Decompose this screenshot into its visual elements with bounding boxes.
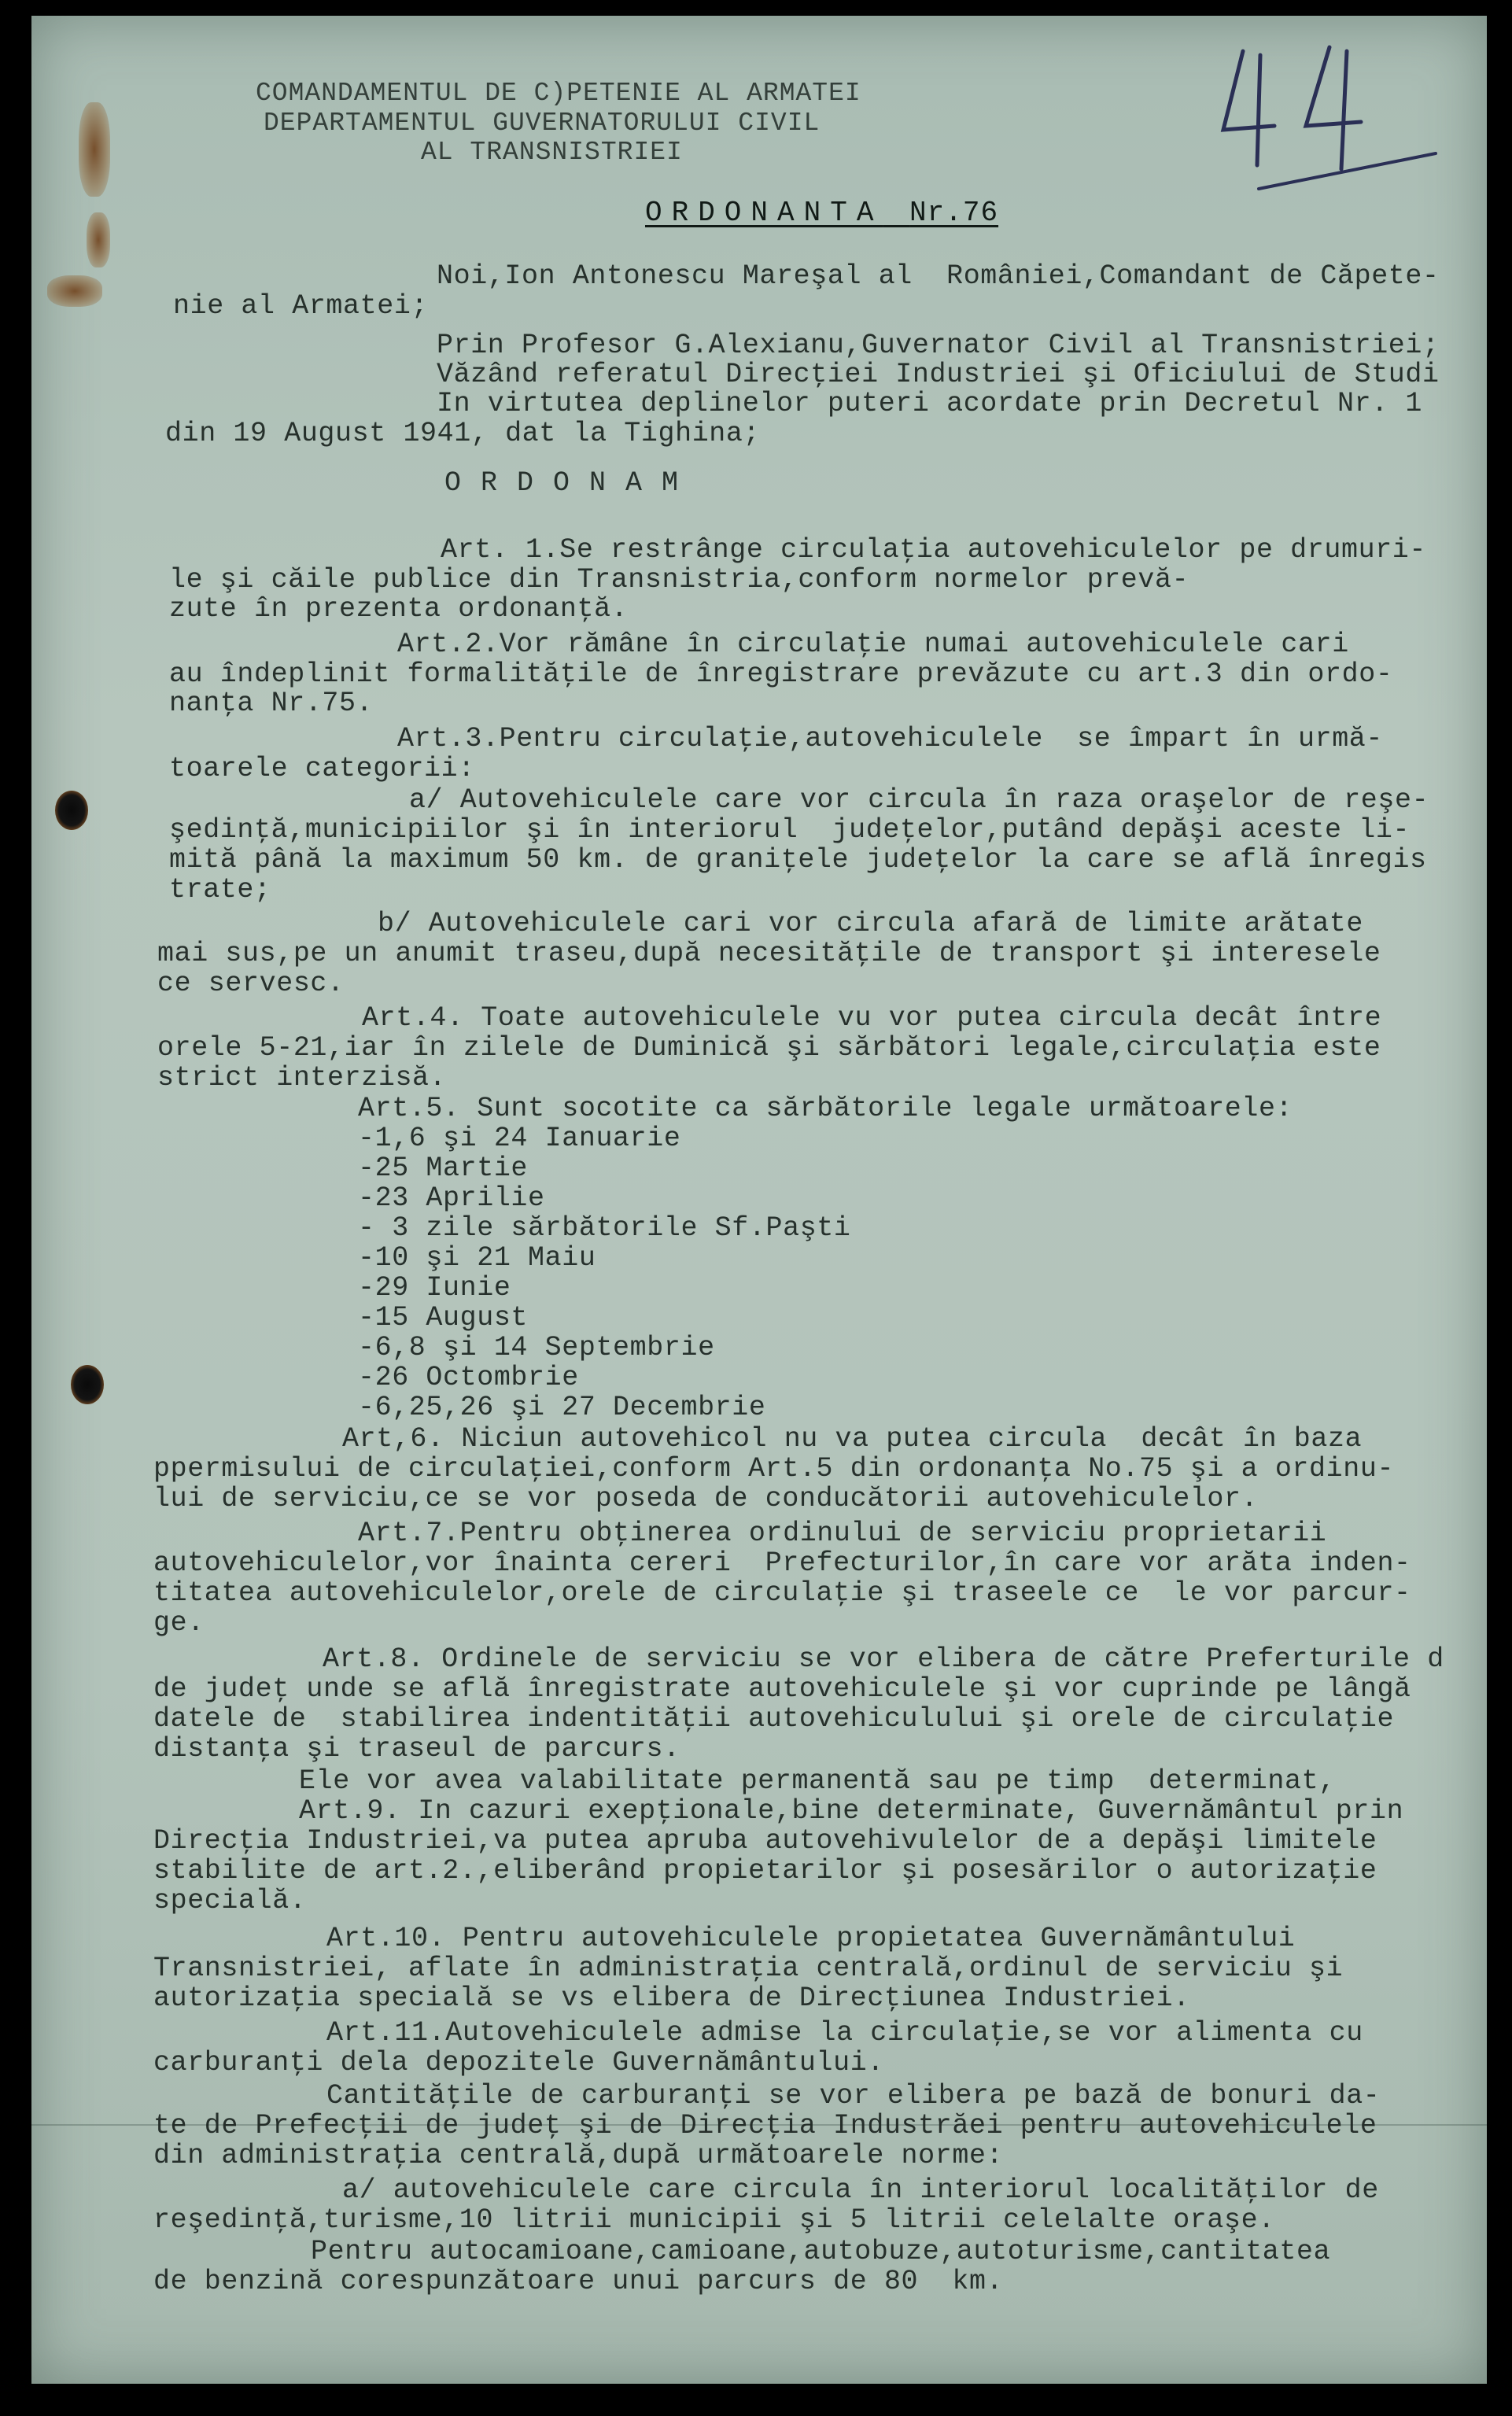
body-line: Art.7.Pentru obţinerea ordinului de serviciu proprietarii [358,1518,1327,1549]
body-line: datele de stabilirea indentităţii autovehiculului şi orele de circulaţie [153,1703,1395,1735]
body-line: titatea autovehiculelor,orele de circulaţie şi traseele ce le vor parcur- [153,1577,1411,1609]
intro-line: Prin Profesor G.Alexianu,Guvernator Civil al Transnistriei; [437,330,1440,361]
body-line: a/ Autovehiculele care vor circula în raza oraşelor de reşe- [409,784,1429,816]
body-line: Direcţia Industriei,va putea apruba autovehivulelor de a depăşi limitele [153,1825,1377,1857]
body-line: -6,25,26 şi 27 Decembrie [358,1392,766,1423]
intro-line: In virtutea deplinelor puteri acordate prin Decretul Nr. 1 [437,388,1422,419]
body-line: specială. [153,1885,307,1916]
body-line: Art. 1.Se restrânge circulaţia autovehiculelor pe drumuri- [441,534,1426,566]
body-line: stabilite de art.2.,eliberând propietarilor şi posesărilor o autorizaţie [153,1855,1377,1887]
rust-stain [47,275,102,307]
body-line: Cantităţile de carburanţi se vor elibera pe bază de bonuri da- [326,2080,1381,2112]
body-line: a/ autovehiculele care circula în interiorul localităţilor de [342,2174,1379,2206]
body-line: de judeţ unde se află înregistrate autovehiculele şi vor cuprinde pe lângă [153,1673,1411,1705]
header-line: AL TRANSNISTRIEI [421,138,683,167]
title-label: ORDONANTA [645,197,883,229]
document-page [31,16,1487,2384]
body-line: -10 şi 21 Maiu [358,1242,596,1274]
body-line: -29 Iunie [358,1272,511,1304]
body-line: mai sus,pe un anumit traseu,după necesităţile de transport şi interesele [157,938,1381,969]
body-line: le şi căile publice din Transnistria,conform normelor prevă- [169,564,1189,596]
punch-hole-top [55,791,88,830]
body-line: ppermisului de circulaţiei,conform Art.5 din ordonanţa No.75 şi a ordinu- [153,1453,1395,1485]
intro-line: din 19 August 1941, dat la Tighina; [165,418,761,449]
body-line: nanţa Nr.75. [169,688,374,719]
body-line: te de Prefecţii de judeţ şi de Direcţia Industrăei pentru autovehiculele [153,2110,1377,2141]
body-line: de benzină corespunzătoare unui parcurs de 80 km. [153,2266,1004,2297]
body-line: orele 5-21,iar în zilele de Duminică şi sărbători legale,circulaţia este [157,1032,1381,1064]
body-line: Art.3.Pentru circulaţie,autovehiculele se împart în urmă- [397,723,1383,754]
body-line: Ele vor avea valabilitate permanentă sau pe timp determinat, [299,1765,1336,1797]
body-line: Art.4. Toate autovehiculele vu vor putea circula decât între [362,1002,1382,1034]
intro-line: O R D O N A M [444,467,680,499]
body-line: şedinţă,municipiilor şi în interiorul judeţelor,putând depăşi aceste li- [169,814,1411,846]
rust-stain [79,102,110,197]
body-line: ge. [153,1607,205,1639]
header-line: COMANDAMENTUL DE C)PETENIE AL ARMATEI [256,79,861,108]
body-line: Art.5. Sunt socotite ca sărbătorile legale următoarele: [358,1093,1293,1124]
body-line: -26 Octombrie [358,1362,579,1393]
intro-line: Văzând referatul Direcţiei Industriei şi Oficiului de Studi [437,359,1440,390]
body-line: Art,6. Niciun autovehicol nu va putea circula decât în baza [342,1423,1363,1455]
document-title [645,197,998,229]
body-line: autovehiculelor,vor înainta cereri Prefecturilor,în care vor arăta inden- [153,1547,1411,1579]
body-line: distanţa şi traseul de parcurs. [153,1733,680,1765]
body-line: Transnistriei, aflate în administraţia centrală,ordinul de serviciu şi [153,1953,1344,1984]
body-line: din administraţia centrală,după următoarele norme: [153,2140,1004,2171]
body-line: -23 Aprilie [358,1182,545,1214]
body-line: Art.11.Autovehiculele admise la circulaţie,se vor alimenta cu [326,2017,1363,2049]
body-line: ce servesc. [157,968,345,999]
punch-hole-bottom [71,1365,104,1404]
body-line: lui de serviciu,ce se vor poseda de conducătorii autovehiculelor. [153,1483,1259,1514]
body-line: zute în prezenta ordonanţă. [169,593,629,625]
intro-line: Noi,Ion Antonescu Mareşal al României,Comandant de Căpete- [437,260,1440,292]
body-line: mită până la maximum 50 km. de graniţele judeţelor la care se află înregis [169,844,1427,876]
page-number-text: 44 [1211,39,1213,40]
body-line: b/ Autovehiculele cari vor circula afară de limite arătate [378,908,1363,939]
body-line: carburanţi dela depozitele Guvernământului. [153,2047,884,2078]
body-line: au îndeplinit formalităţile de înregistrare prevăzute cu art.3 din ordo- [169,658,1393,690]
body-line: -6,8 şi 14 Septembrie [358,1332,715,1363]
handwritten-page-number [1211,39,1447,197]
body-line: autorizaţia specială se vs elibera de Direcţiunea Industriei. [153,1983,1190,2014]
body-line: -15 August [358,1302,529,1333]
intro-line: nie al Armatei; [173,290,429,322]
body-line: Art.9. In cazuri exepţionale,bine determinate, Guvernământul prin [299,1795,1404,1827]
body-line: Pentru autocamioane,camioane,autobuze,autoturisme,cantitatea [311,2236,1331,2267]
body-line: - 3 zile sărbătorile Sf.Paşti [358,1212,851,1244]
body-line: Art.8. Ordinele de serviciu se vor elibera de către Preferturile d [323,1643,1444,1675]
body-line: -1,6 şi 24 Ianuarie [358,1123,681,1154]
body-line: strict interzisă. [157,1062,447,1094]
header-line: DEPARTAMENTUL GUVERNATORULUI CIVIL [264,109,821,138]
rust-stain [87,212,110,267]
body-line: Art.10. Pentru autovehiculele propietatea Guvernământului [326,1923,1296,1954]
body-line: toarele categorii: [169,753,475,784]
body-line: reşedinţă,turisme,10 litrii municipii şi 5 litrii celelalte oraşe. [153,2204,1275,2236]
body-line: trate; [169,874,271,906]
body-line: Art.2.Vor rămâne în circulaţie numai autovehiculele cari [397,629,1349,660]
body-line: -25 Martie [358,1153,529,1184]
title-number: Nr.76 [909,197,999,229]
